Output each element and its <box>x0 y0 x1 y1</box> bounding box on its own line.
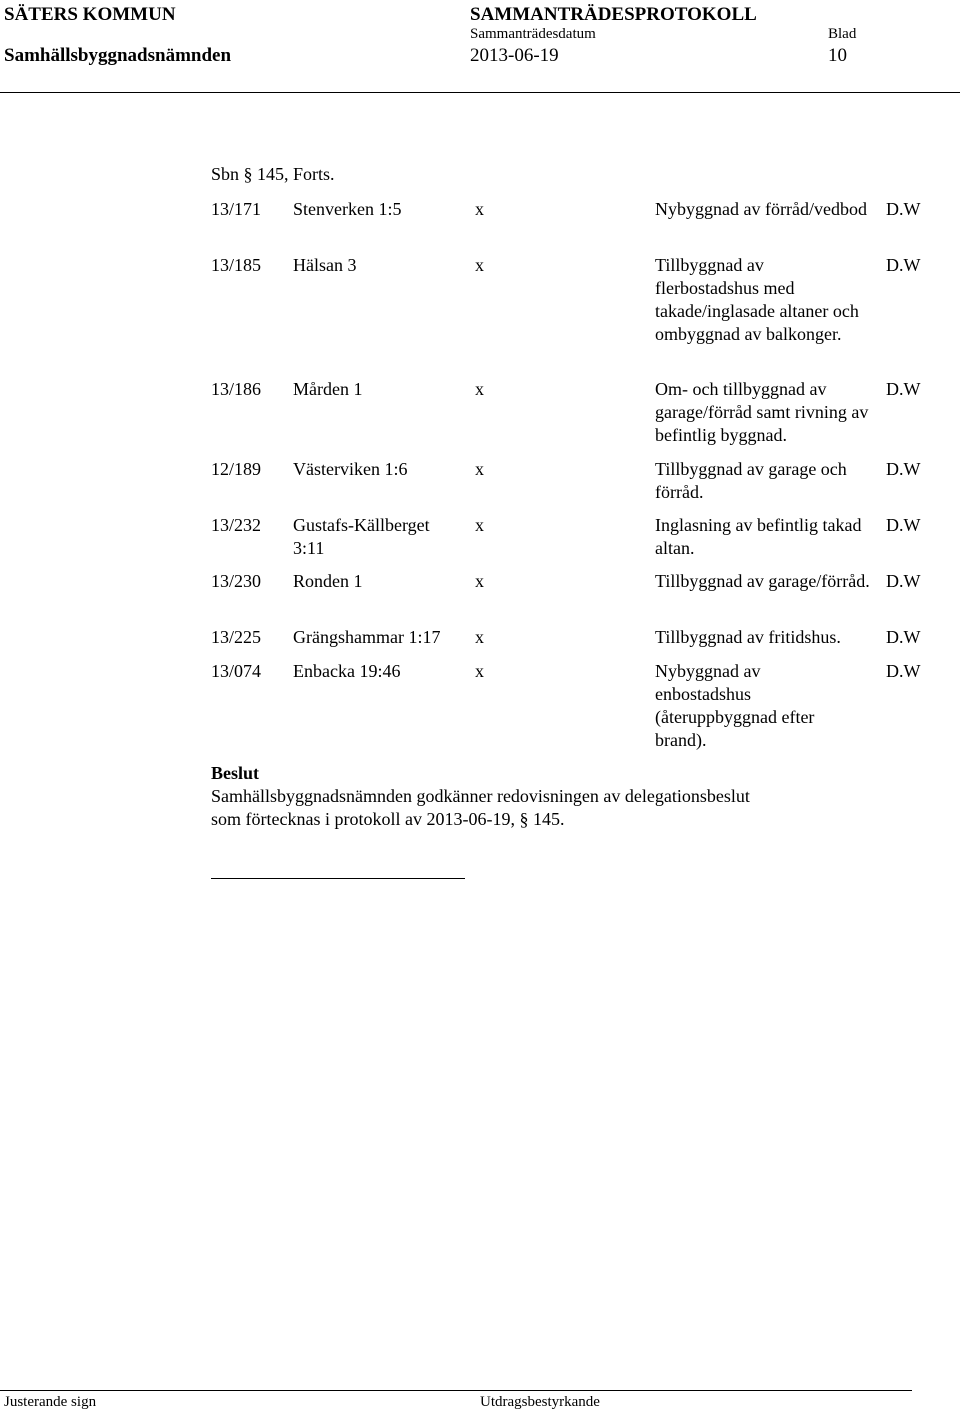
item-description: Om- och tillbyggnad av garage/förråd samt rivning av befintlig byggnad. <box>655 379 869 445</box>
case-number: 13/185 <box>211 255 262 275</box>
document-type: SAMMANTRÄDESPROTOKOLL <box>470 4 757 25</box>
case-number: 12/189 <box>211 459 262 479</box>
property-name: Västerviken 1:6 <box>293 459 408 479</box>
property-name: Ronden 1 <box>293 571 363 591</box>
section-ref-prefix: Sbn <box>211 164 240 184</box>
signer-initials: D.W <box>886 459 921 479</box>
decision-text-line2 <box>211 808 564 831</box>
item-mark: x <box>475 515 484 535</box>
case-number: 13/186 <box>211 379 262 399</box>
case-number: 13/230 <box>211 571 262 591</box>
item-mark: x <box>475 661 484 681</box>
item-mark: x <box>475 459 484 479</box>
header-rule <box>0 92 960 93</box>
property-name: Stenverken 1:5 <box>293 199 402 219</box>
section-reference <box>211 163 335 186</box>
case-number: 13/171 <box>211 199 262 219</box>
item-description: Tillbyggnad av flerbostadshus med takade/inglasade altaner och ombyggnad av balkonger. <box>655 255 859 344</box>
committee-name: Samhällsbyggnadsnämnden <box>4 45 232 66</box>
decision-line2-prefix: som förtecknas i protokoll av 2013-06-19, <box>211 809 515 829</box>
case-number: 13/225 <box>211 627 262 647</box>
section-ref-suffix: 145, Forts. <box>257 164 335 184</box>
page-number: 10 <box>828 45 847 66</box>
signer-initials: D.W <box>886 661 921 681</box>
decision-heading: Beslut <box>211 763 260 783</box>
signer-initials: D.W <box>886 515 921 535</box>
property-name: Gustafs-Källberget 3:11 <box>293 515 430 558</box>
separator-line <box>211 878 465 879</box>
decision-line2-suffix: 145. <box>532 809 565 829</box>
item-description: Nybyggnad av enbostadshus (återuppbyggnad efter brand). <box>655 661 815 750</box>
signer-initials: D.W <box>886 199 921 219</box>
signer-initials: D.W <box>886 379 921 399</box>
property-name: Grängshammar 1:17 <box>293 627 441 647</box>
property-name: Enbacka 19:46 <box>293 661 401 681</box>
paragraph-symbol: § <box>243 164 253 184</box>
item-description: Tillbyggnad av garage/förråd. <box>655 571 870 591</box>
signer-initials: D.W <box>886 255 921 275</box>
case-number: 13/074 <box>211 661 262 681</box>
item-description: Inglasning av befintlig takad altan. <box>655 515 862 558</box>
item-mark: x <box>475 627 484 647</box>
meeting-date: 2013-06-19 <box>470 45 559 66</box>
paragraph-symbol: § <box>519 809 529 829</box>
case-number: 13/232 <box>211 515 262 535</box>
utdragsbestyrkande-label: Utdragsbestyrkande <box>480 1394 600 1410</box>
signer-initials: D.W <box>886 627 921 647</box>
item-mark: x <box>475 199 484 219</box>
justerande-sign-label: Justerande sign <box>4 1394 97 1410</box>
decision-text-line1: Samhällsbyggnadsnämnden godkänner redovisningen av delegationsbeslut <box>211 786 750 806</box>
date-label: Sammanträdesdatum <box>470 26 596 42</box>
property-name: Mården 1 <box>293 379 363 399</box>
signer-initials: D.W <box>886 571 921 591</box>
item-mark: x <box>475 255 484 275</box>
footer-rule <box>0 1390 912 1391</box>
page-label: Blad <box>828 26 857 42</box>
item-mark: x <box>475 379 484 399</box>
item-description: Tillbyggnad av garage och förråd. <box>655 459 847 502</box>
item-description: Nybyggnad av förråd/vedbod <box>655 199 867 219</box>
item-description: Tillbyggnad av fritidshus. <box>655 627 841 647</box>
item-mark: x <box>475 571 484 591</box>
municipality-name: SÄTERS KOMMUN <box>4 4 176 25</box>
property-name: Hälsan 3 <box>293 255 357 275</box>
